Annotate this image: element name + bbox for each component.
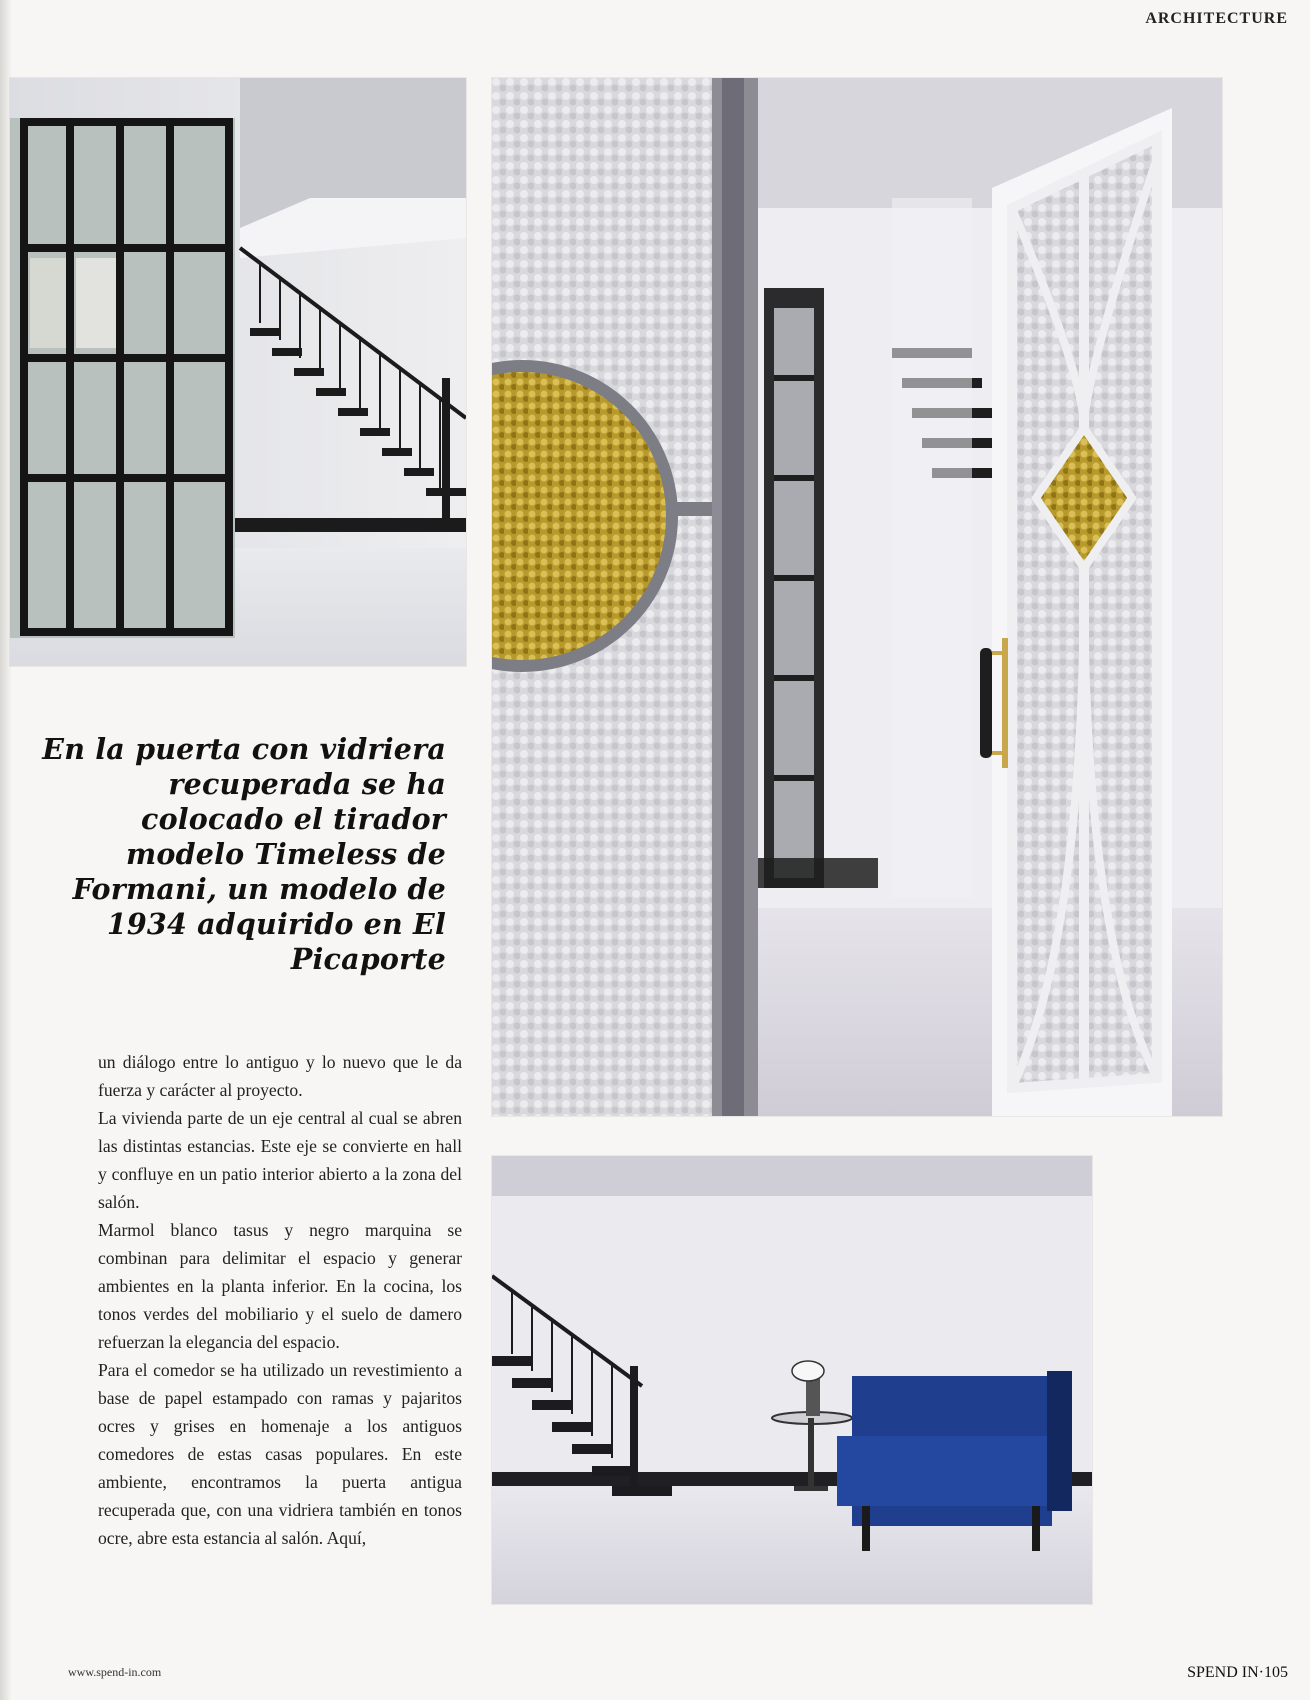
section-label: ARCHITECTURE <box>1145 10 1288 27</box>
photo-stained-glass-door <box>492 78 1222 1116</box>
paragraph: La vivienda parte de un eje central al cual se abren las distintas estancias. Este eje se convierte en hall y confluye en un patio interior abierto a la zona del salón. <box>98 1108 462 1212</box>
paragraph: Marmol blanco tasus y negro marquina se combinan para delimitar el espacio y generar ambientes en la planta inferior. En la cocina, los tonos verdes del mobiliario y el suelo de damero refuerzan la elegancia del espacio. <box>98 1220 462 1352</box>
paragraph: Para el comedor se ha utilizado un revestimiento a base de papel estampado con ramas y pajaritos ocres y grises en homenaje a los antiguos comedores de estas casas populares. En este ambiente, encontramos la puerta antigua recuperada que, con una vidriera también en tonos ocre, abre esta estancia al salón. Aquí, <box>98 1360 462 1548</box>
article-body <box>98 1048 462 1552</box>
footer-page-number: SPEND IN·105 <box>1187 1664 1288 1681</box>
paragraph: un diálogo entre lo antiguo y lo nuevo que le da fuerza y carácter al proyecto. <box>98 1052 462 1100</box>
photo-hall-blue-sofa <box>492 1156 1092 1604</box>
photo-hall-staircase <box>10 78 466 666</box>
photo-caption: En la puerta con vidriera recuperada se ha colocado el tirador modelo Timeless de Formani, un modelo de 1934 adquirido en El Picaporte <box>42 732 446 976</box>
footer-website: www.spend-in.com <box>68 1665 162 1679</box>
